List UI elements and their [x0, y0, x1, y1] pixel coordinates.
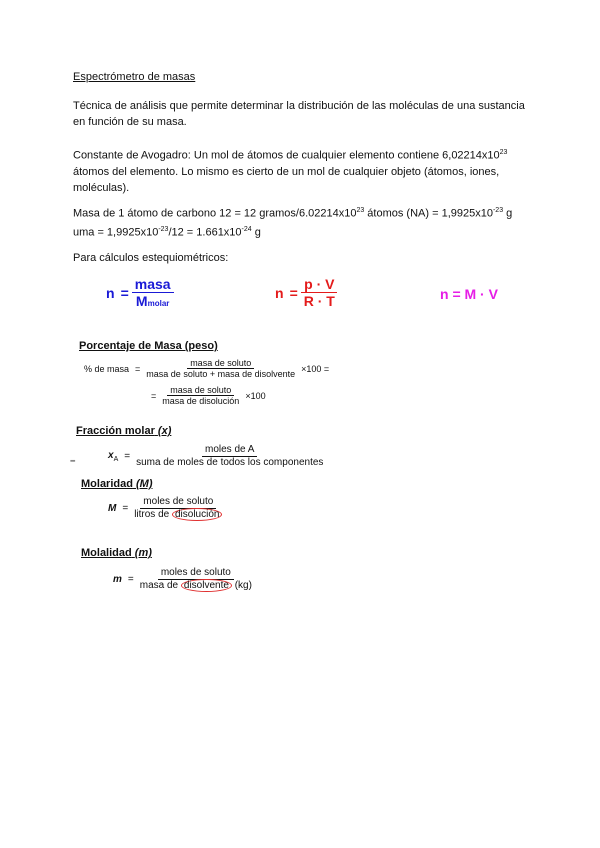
formula-n-gas: n = $\frac{p \cdot V}{R \cdot T}$ [272, 276, 338, 309]
heading-porcentaje-masa: Porcentaje de Masa (peso) [79, 340, 218, 352]
heading-fraccion-molar: Fracción molar (x) [76, 425, 172, 437]
intro-paragraph: Técnica de análisis que permite determinar la distribución de las moléculas de una sustancia en función de su masa. [73, 100, 525, 128]
formula-porcentaje-2: = $\frac{\text{masa de soluto}}{\text{masa de disolución}}$ ×100 [151, 385, 266, 407]
page-title: Espectrómetro de masas [73, 71, 196, 83]
formula-molalidad: m = $\frac{\text{moles de soluto}}{\text{masa de disolvente (kg)}}$ [113, 567, 252, 591]
formula-molaridad: M = $\frac{\text{moles de soluto}}{\text{litros de disolución}}$ [105, 496, 225, 520]
stoichiometry-label: Para cálculos estequiométricos: [73, 252, 229, 264]
formula-porcentaje-1: % de masa = $\frac{\text{masa de soluto}}{\text{masa de soluto + masa de disolvente}}$ ×100 = [84, 358, 330, 380]
decorative-mark: ▪▪▪ [70, 458, 75, 465]
circled-disolvente: disolvente [181, 579, 232, 592]
formula-fraccion-molar: $x_A$ = $\frac{\text{moles de A}}{\text{suma de moles de todos los componentes}}$ [108, 444, 324, 468]
avogadro-paragraph: Constante de Avogadro: Un mol de átomos de cualquier elemento contiene $6,02214x10^{23}$ átomos del elemento. Lo mismo es cierto de un mol de cualquier objeto (átomos, iones, moléculas). [73, 149, 508, 194]
carbon-mass-paragraph: Masa de 1 átomo de carbono 12 = 12 gramos/$6.02214x10^{23}$ átomos $(NA) = 1,9925x10^{-23}$ g uma = $1,9925x10^{-23}/12 = 1.661x10^{-24}$ g [73, 207, 513, 239]
heading-molalidad: Molalidad (m) [81, 547, 152, 559]
circled-disolucion: disolución [172, 508, 222, 521]
formula-n-volumen: n = M · V [440, 286, 498, 302]
formula-n-masa: n = $\frac{\text{masa}}{\text{Mmolar}}$ [103, 276, 174, 309]
heading-molaridad: Molaridad (M) [81, 478, 153, 490]
